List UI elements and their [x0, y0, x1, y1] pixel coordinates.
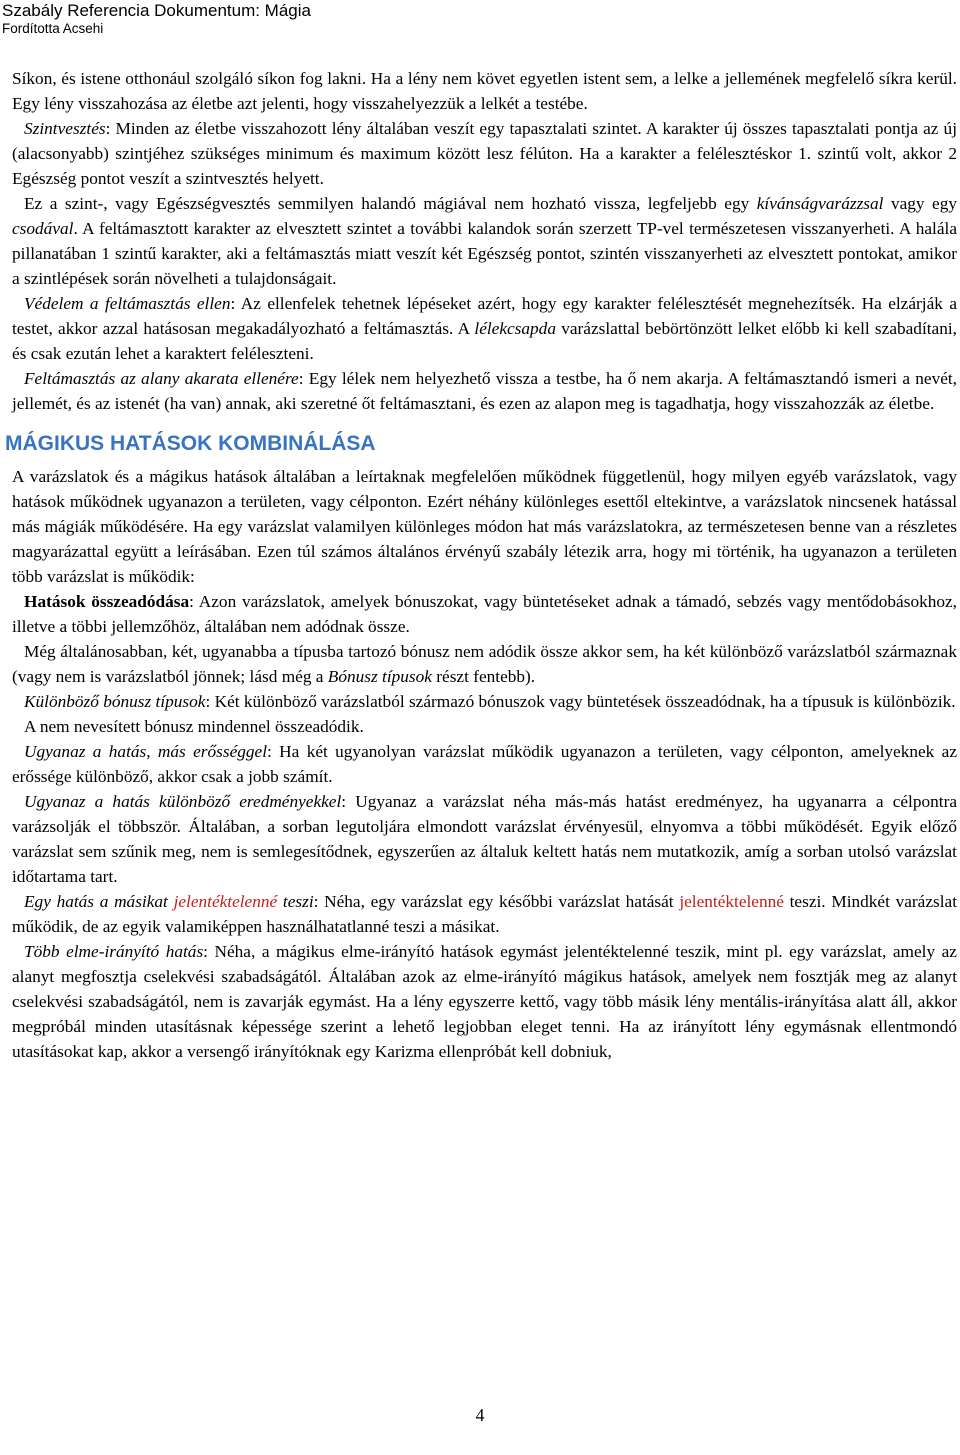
paragraph-soul-plane — [12, 66, 957, 116]
paragraph-combining-intro — [12, 464, 957, 589]
term-part: teszi — [277, 892, 314, 911]
paragraph-text: : Ugyanaz a varázslat néha más-más hatást eredményez, ha ugyanarra a célpontra varázsolják el többször. Általában, a sorban legutoljára elmondott varázslat érvényesül, elnyomva a többi működését. Egyik előző varázslat sem szűnik meg, nem is semlegesítődnek, egyszerűen az általuk keltett hatás nem mutatkozik, amíg a sorban utolsó varázslat időtartama tart. — [12, 792, 957, 886]
paragraph-mind-control — [12, 939, 957, 1064]
paragraph-text: : Ha két ugyanolyan varázslat működik ugyanazon a területen, vagy célponton, amelyeknek az erőssége különböző, akkor csak a jobb számít. — [12, 742, 957, 786]
paragraph-text: : Két különböző varázslatból származó bónuszok vagy büntetések összeadódnak, ha a típusuk is különbözik. — [205, 692, 956, 711]
term-protection: Védelem a feltámasztás ellen — [24, 294, 231, 313]
paragraph-text: : Azon varázslatok, amelyek bónuszokat, vagy büntetéseket adnak a támadó, sebzés vagy mentődobásokhoz, illetve a többi jellemzőhöz, általában nem adódnak össze. — [12, 592, 958, 636]
paragraph-text: vagy egy — [883, 194, 957, 213]
paragraph-level-restore — [12, 191, 957, 291]
spell-name-miracle: csodával — [12, 219, 74, 238]
paragraph-resurrection-protection — [12, 291, 957, 366]
paragraph-text: : Egy lélek nem helyezhető vissza a testbe, ha ő nem akarja. A feltámasztandó ismeri a nevét, jellemét, és az istenét (ha van) annak, aki szeretné őt feltámasztani, és ezen az alapon meg is tagadhatja, hogy visszahozzák az életbe. — [12, 369, 957, 413]
paragraph-text: varázslattal bebörtönzött lelket előbb ki kell szabadítani, és csak ezután lehet a karaktert feléleszteni. — [12, 319, 957, 363]
spell-name-wish: kívánságvarázzsal — [756, 194, 884, 213]
term-mind-control: Több elme-irányító hatás — [24, 942, 204, 961]
paragraph-unwilling-resurrection — [12, 366, 957, 416]
document-body — [5, 66, 958, 1064]
paragraph-same-effect-results — [12, 789, 957, 889]
header-title: Szabály Referencia Dokumentum: Mágia — [2, 1, 311, 20]
paragraph-unnamed-bonus — [12, 714, 957, 739]
paragraph-text: : Minden az életbe visszahozott lény általában veszít egy tapasztalati szintet. A karakter új összes tapasztalati pontja az új (alacsonyabb) szintjéhez szükséges minimum és maximum között lesz félúton. Ha a karakter a felélesztéskor 1. szintű volt, akkor 2 Egészség pontot veszít a szintvesztés helyett. — [12, 119, 957, 188]
highlight-word: jelentéktelenné — [173, 892, 278, 911]
paragraph-text: teszi. Mindkét varázslat működik, de az egyik valamiképpen használhatatlanné teszi a másikat. — [12, 892, 957, 936]
term-unwilling: Feltámasztás az alany akarata ellenére — [24, 369, 299, 388]
term-bonus-types-ref: Bónusz típusok — [327, 667, 432, 686]
section-heading: MÁGIKUS HATÁSOK KOMBINÁLÁSA — [5, 432, 376, 455]
term-irrelevant — [24, 892, 314, 911]
paragraph-same-effect-strength — [12, 739, 957, 789]
paragraph-different-bonus-types — [12, 689, 957, 714]
paragraph-level-loss — [12, 116, 957, 191]
page-number: 4 — [475, 1405, 485, 1425]
paragraph-text: : Az ellenfelek tehetnek lépéseket azért, hogy egy karakter felélesztését megnehezítsék. Ha elzárják a testet, akkor azzal hatásosan megakadályozható a feltámasztás. A — [12, 294, 957, 338]
paragraph-text: . A feltámasztott karakter az elvesztett szintet a további kalandok során szerzett TP-vel természetesen visszanyerheti. A halála pillanatában 1 szintű karakter, aki a feltámasztás miatt veszít két Egészség pontot, szintén visszanyerheti az elvesztett pontokat, amikor a szintlépések során növelheti a tulajdonságait. — [12, 219, 957, 288]
paragraph-text: A nem nevesített bónusz mindennel összeadódik. — [24, 717, 364, 736]
paragraph-stacking — [12, 589, 957, 639]
paragraph-text: Ez a szint-, vagy Egészségvesztés semmilyen halandó mágiával nem hozható vissza, legfeljebb egy — [24, 194, 757, 213]
paragraph-text: Még általánosabban, két, ugyanabba a típusba tartozó bónusz nem adódik össze akkor sem, ha két különböző varázslatból származnak (vagy nem is varázslatból jönnek; lásd még a — [12, 642, 957, 686]
paragraph-text: A varázslatok és a mágikus hatások általában a leírtaknak megfelelően működnek függetlenül, hogy milyen egyéb varázslatok, vagy hatások működnek ugyanazon a területen, vagy célponton. Ezért néhány különleges esettől eltekintve, a varázslatok nincsenek hatással más mágiák működésére. Ha egy varázslat valamilyen különleges módon hat más varázslatokra, az természetesen benne van a részletes magyarázattal együtt a leírásában. Ezen túl számos általános érvényű szabály létezik arra, hogy mi történik, ha ugyanazon a területen több varázslat is működik: — [12, 467, 957, 586]
highlight-word: jelentéktelenné — [679, 892, 784, 911]
paragraph-text: : Néha, egy varázslat egy későbbi varázslat hatását — [313, 892, 680, 911]
paragraph-text: : Néha, a mágikus elme-irányító hatások egymást jelentéktelenné teszik, mint pl. egy varázslat, amely az alanyt megfosztja cselekvési szabadságától. Általában azok az elme-irányító mágikus hatások, amelyek nem fosztják meg az alanyt cselekvési szabadságától, nem is zavarják egymást. Ha a lény egyszerre kettő, vagy több másik lény mentális-irányítása alatt áll, akkor megpróbál minden utasításnak képessége szerint a lehető legjobban eleget tenni. Ha az irányított lény egymásnak ellentmondó utasításokat kap, akkor a versengő irányítóknak egy Karizma ellenpróbát kell dobniuk, — [12, 942, 957, 1061]
term-different-bonus: Különböző bónusz típusok — [24, 692, 206, 711]
paragraph-bonus-types-general — [12, 639, 957, 689]
paragraph-text: részt fentebb). — [431, 667, 536, 686]
term-same-effect-results: Ugyanaz a hatás különböző eredményekkel — [24, 792, 342, 811]
term-stacking: Hatások összeadódása — [24, 592, 190, 611]
term-same-effect-strength: Ugyanaz a hatás, más erősséggel — [24, 742, 268, 761]
paragraph-text: Síkon, és istene otthonául szolgáló síkon fog lakni. Ha a lény nem követ egyetlen istent sem, a lelke a jellemének megfelelő síkra kerül. Egy lény visszahozása az életbe azt jelenti, hogy visszahelyezzük a lelkét a testébe. — [12, 69, 957, 113]
term-part: Egy hatás a másikat — [24, 892, 174, 911]
paragraph-irrelevant — [12, 889, 957, 939]
header-subtitle: Fordította Acsehi — [2, 21, 104, 36]
term-level-loss: Szintvesztés — [24, 119, 106, 138]
spell-name-soul-trap: lélekcsapda — [474, 319, 556, 338]
